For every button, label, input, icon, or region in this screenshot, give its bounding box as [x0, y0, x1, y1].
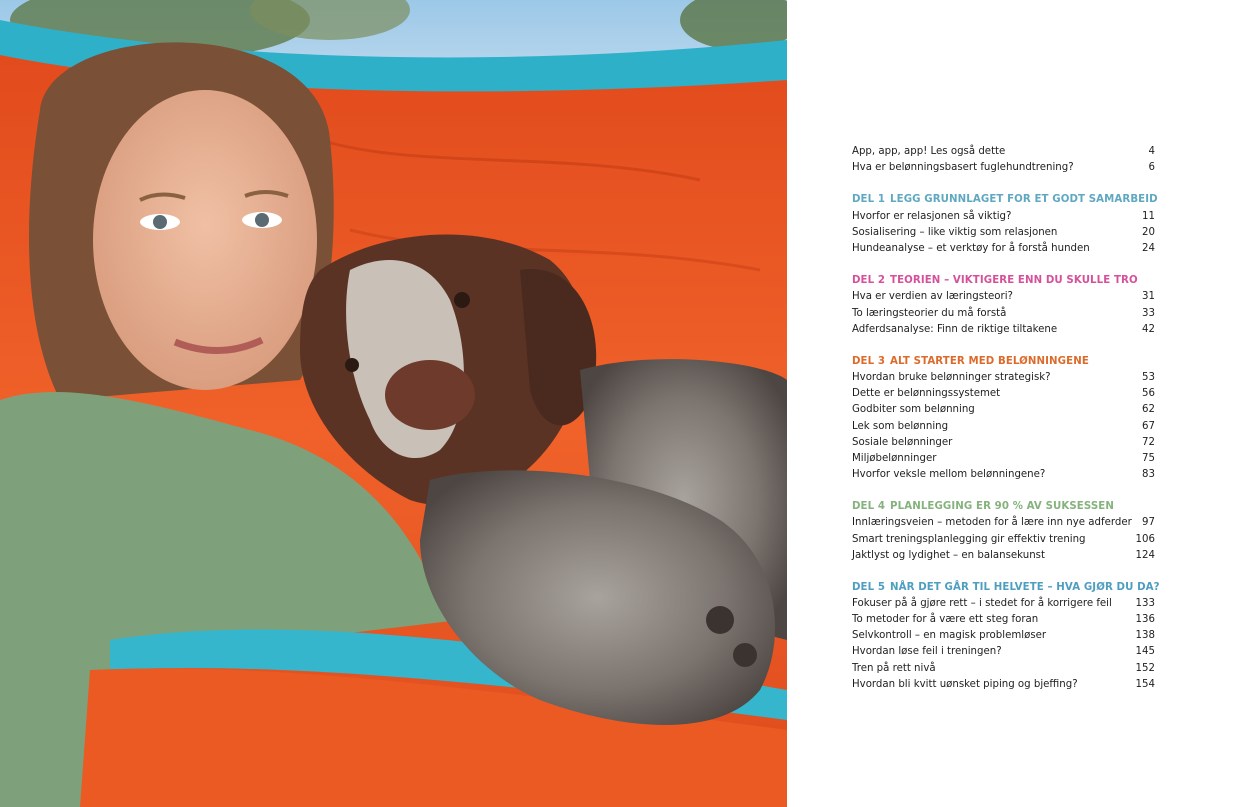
toc-entry-title: Hvordan bruke belønninger strategisk? [852, 372, 1051, 384]
toc-entry[interactable] [852, 661, 1155, 677]
toc-entry[interactable] [852, 644, 1155, 660]
toc-entry[interactable] [852, 289, 1155, 305]
toc-entry-page: 97 [1142, 517, 1155, 529]
toc-entry[interactable] [852, 419, 1155, 435]
toc-entry[interactable] [852, 306, 1155, 322]
toc-entry[interactable] [852, 322, 1155, 338]
toc-entry-page: 154 [1135, 678, 1155, 690]
toc-entry-title: Miljøbelønninger [852, 452, 937, 464]
toc-entry-page: 83 [1142, 468, 1155, 480]
toc-entry-page: 6 [1148, 162, 1155, 174]
toc-entry-title: Hvordan løse feil i treningen? [852, 646, 1002, 658]
section-title: ALT STARTER MED BELØNNINGENE [890, 355, 1089, 367]
toc-entry-page: 31 [1142, 291, 1155, 303]
toc-section-1 [852, 191, 1158, 257]
toc-entry-page: 11 [1142, 210, 1155, 222]
toc-entry-page: 138 [1135, 630, 1155, 642]
toc-entry-title: Hvorfor veksle mellom belønningene? [852, 468, 1046, 480]
toc-entry-title: Jaktlyst og lydighet – en balansekunst [852, 549, 1045, 561]
toc-entry[interactable] [852, 515, 1155, 531]
toc-entry[interactable] [852, 548, 1155, 564]
toc-entry[interactable] [852, 386, 1155, 402]
toc-entry-title: Tren på rett nivå [852, 662, 936, 674]
toc-entry-title: Hvordan bli kvitt uønsket piping og bjeffing? [852, 678, 1078, 690]
toc-entry-page: 152 [1135, 662, 1155, 674]
toc-section-5 [852, 579, 1160, 693]
toc-section-3 [852, 353, 1155, 483]
toc-entry-title: Innlæringsveien – metoden for å lære inn nye adferder [852, 517, 1132, 529]
toc-entry[interactable] [852, 435, 1155, 451]
toc-entry-title: Sosiale belønninger [852, 436, 953, 448]
toc-entry-title: Dette er belønningssystemet [852, 388, 1001, 400]
toc-entry[interactable] [852, 402, 1155, 418]
toc-entry[interactable] [852, 370, 1155, 386]
section-heading[interactable] [852, 191, 1158, 209]
toc-entry[interactable] [852, 677, 1155, 693]
toc-entry-page: 33 [1142, 307, 1155, 319]
section-part-label: DEL 5 [852, 581, 886, 593]
toc-entry-title: Hva er belønningsbasert fuglehundtrening? [852, 162, 1074, 174]
toc-entry[interactable] [852, 241, 1155, 257]
toc-entry-title: Fokuser på å gjøre rett – i stedet for å korrigere feil [852, 598, 1112, 610]
toc-entry[interactable] [852, 144, 1155, 160]
toc-entry[interactable] [852, 160, 1155, 176]
toc-entry-page: 62 [1142, 404, 1155, 416]
section-heading[interactable] [852, 579, 1160, 597]
toc-entry-page: 72 [1142, 436, 1155, 448]
toc-entry-page: 145 [1135, 646, 1155, 658]
toc-entry-title: To læringsteorier du må forstå [852, 307, 1007, 319]
toc-entry-page: 42 [1142, 323, 1155, 335]
section-heading[interactable] [852, 272, 1155, 290]
section-heading[interactable] [852, 498, 1155, 516]
toc-entry[interactable] [852, 596, 1155, 612]
toc-entry-page: 20 [1142, 226, 1155, 238]
section-title: TEORIEN – VIKTIGERE ENN DU SKULLE TRO [890, 274, 1138, 286]
toc-entry-title: Adferdsanalyse: Finn de riktige tiltakene [852, 323, 1058, 335]
toc-entry-page: 136 [1135, 614, 1155, 626]
toc-entry-title: Hva er verdien av læringsteori? [852, 291, 1013, 303]
toc-entry-page: 75 [1142, 452, 1155, 464]
section-part-label: DEL 2 [852, 274, 886, 286]
toc-entry[interactable] [852, 225, 1155, 241]
toc-entry-title: Hundeanalyse – et verktøy for å forstå hunden [852, 242, 1090, 254]
toc-entry-page: 124 [1135, 549, 1155, 561]
toc-entry[interactable] [852, 467, 1155, 483]
toc-section-2 [852, 272, 1155, 338]
section-part-label: DEL 3 [852, 355, 886, 367]
toc-intro [852, 144, 1155, 176]
toc-entry[interactable] [852, 612, 1155, 628]
toc-entry[interactable] [852, 209, 1155, 225]
toc-entry[interactable] [852, 628, 1155, 644]
toc-entry-page: 53 [1142, 372, 1155, 384]
section-title: PLANLEGGING ER 90 % AV SUKSESSEN [890, 500, 1114, 512]
section-heading[interactable] [852, 353, 1155, 371]
toc-entry-title: App, app, app! Les også dette [852, 146, 1006, 157]
toc-entry-title: Hvorfor er relasjonen så viktig? [852, 210, 1012, 222]
section-title: LEGG GRUNNLAGET FOR ET GODT SAMARBEID [890, 194, 1158, 206]
section-title: NÅR DET GÅR TIL HELVETE – HVA GJØR DU DA? [890, 581, 1160, 593]
toc-entry-title: To metoder for å være ett steg foran [852, 614, 1039, 626]
table-of-contents [852, 144, 1160, 693]
toc-entry-title: Smart treningsplanlegging gir effektiv trening [852, 533, 1086, 545]
toc-entry-title: Selvkontroll – en magisk problemløser [852, 630, 1047, 642]
toc-entry-page: 106 [1135, 533, 1155, 545]
toc-entry-title: Lek som belønning [852, 420, 949, 432]
toc-entry-page: 4 [1148, 146, 1155, 157]
toc-entry-page: 56 [1142, 388, 1155, 400]
toc-entry-page: 67 [1142, 420, 1155, 432]
toc-entry[interactable] [852, 532, 1155, 548]
toc-entry-title: Godbiter som belønning [852, 404, 975, 416]
toc-entry-title: Sosialisering – like viktig som relasjonen [852, 226, 1058, 238]
toc-entry-page: 24 [1142, 242, 1155, 254]
section-part-label: DEL 1 [852, 194, 886, 206]
toc-entry-page: 133 [1135, 598, 1155, 610]
section-part-label: DEL 4 [852, 500, 886, 512]
toc-section-4 [852, 498, 1155, 564]
toc-entry[interactable] [852, 451, 1155, 467]
